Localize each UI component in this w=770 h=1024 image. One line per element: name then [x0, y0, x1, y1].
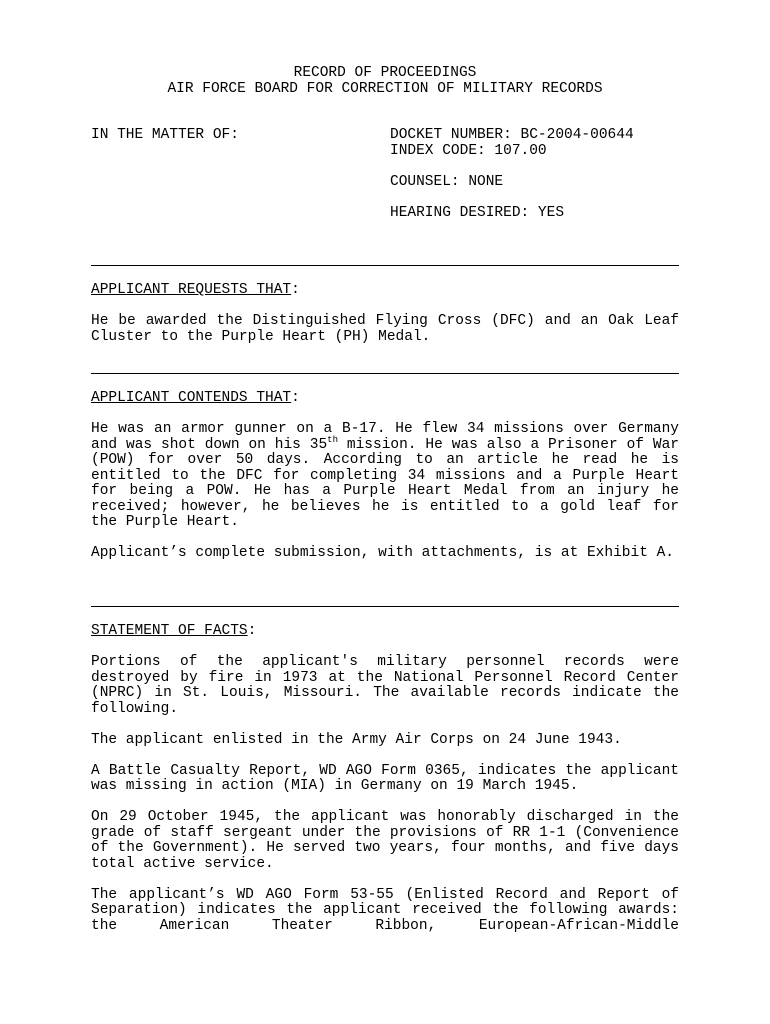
docket-number: DOCKET NUMBER: BC-2004-00644	[390, 127, 634, 143]
contends-paragraph: He was an armor gunner on a B-17. He flew 34 missions over Germany and was shot down on his 35th mission. He was also a Prisoner of War (POW) for over 50 days. According to an article he read he is entitled to the DFC for completing 34 missions and a Purple Heart for being a POW. He has a Purple Heart Medal from an injury he received; however, he believes he is entitled to a gold leaf for the Purple Heart.	[91, 421, 679, 530]
submission-paragraph: Applicant’s complete submission, with attachments, is at Exhibit A.	[91, 545, 674, 561]
header-title: RECORD OF PROCEEDINGS	[293, 65, 477, 81]
header-board-name: AIR FORCE BOARD FOR CORRECTION OF MILITARY RECORDS	[167, 80, 603, 97]
requests-text: He be awarded the Distinguished Flying Cross (DFC) and an Oak Leaf Cluster to the Purple Heart (PH) Medal.	[91, 313, 679, 345]
section-divider	[91, 265, 679, 266]
section-divider	[91, 373, 679, 374]
contends-heading: APPLICANT CONTENDS THAT:	[91, 390, 300, 406]
facts-heading: STATEMENT OF FACTS:	[91, 623, 257, 639]
hearing-desired: HEARING DESIRED: YES	[390, 204, 565, 221]
contends-section	[91, 391, 679, 562]
facts-paragraph-2: The applicant enlisted in the Army Air Corps on 24 June 1943.	[91, 731, 622, 748]
facts-section	[91, 624, 679, 934]
facts-paragraph-3: A Battle Casualty Report, WD AGO Form 0365, indicates the applicant was missing in action (MIA) in Germany on 19 March 1945.	[91, 762, 679, 794]
document-header	[91, 66, 679, 97]
section-divider	[91, 606, 679, 607]
requests-heading: APPLICANT REQUESTS THAT:	[91, 282, 300, 298]
facts-paragraph-4: On 29 October 1945, the applicant was honorably discharged in the grade of staff sergeant under the provisions of RR 1-1 (Convenience of the Government). He served two years, four months, and five days total active service.	[91, 809, 679, 872]
facts-paragraph-1: Portions of the applicant's military personnel records were destroyed by fire in 1973 at the National Personnel Record Center (NPRC) in St. Louis, Missouri. The available records indicate the following.	[91, 654, 679, 717]
facts-paragraph-5: The applicant’s WD AGO Form 53-55 (Enlisted Record and Report of Separation) indicates the applicant received the following awards: the American Theater Ribbon, European-African-Middle	[91, 886, 679, 934]
matter-label: IN THE MATTER OF:	[91, 127, 239, 143]
index-code: INDEX CODE: 107.00	[390, 142, 547, 159]
requests-section	[91, 283, 679, 345]
counsel: COUNSEL: NONE	[390, 173, 504, 190]
